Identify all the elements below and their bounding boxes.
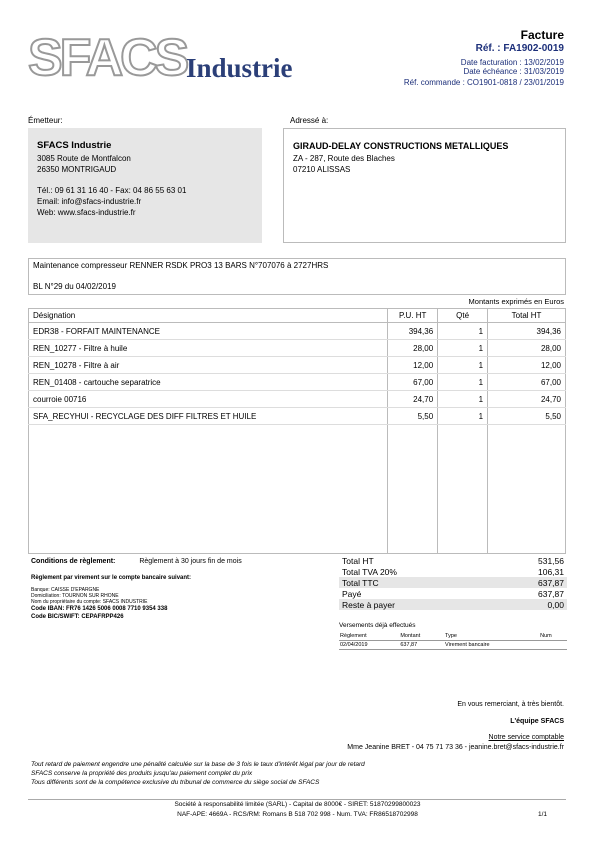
items-table: [28, 308, 566, 554]
row-total: 5,50: [488, 408, 566, 425]
recipient-name: GIRAUD-DELAY CONSTRUCTIONS METALLIQUES: [293, 141, 509, 151]
row-qty: 1: [438, 374, 488, 391]
col-designation: Désignation: [29, 309, 388, 323]
payment-row: [339, 641, 567, 650]
totals-table: [339, 555, 567, 610]
row-pu: 24,70: [388, 391, 438, 408]
legal-line3: Tous différents sont de la compétence exclusive du tribunal de commerce du siège social de SFACS: [31, 779, 320, 786]
date-fact-label: Date facturation :: [460, 58, 522, 67]
bank-name: Banque: CAISSE D'EPARGNE: [31, 587, 100, 593]
table-row: [29, 391, 566, 408]
recipient-box: [283, 128, 566, 243]
invoice-date: [461, 58, 564, 67]
bank-domiciliation: Domiciliation: TOURNON SUR RHONE: [31, 593, 119, 599]
row-pu: 394,36: [388, 323, 438, 340]
total-row: [339, 555, 567, 566]
emitter-phone: Tél.: 09 61 31 16 40 - Fax: 04 86 55 63 01: [37, 186, 187, 195]
row-designation: courroie 00716: [29, 391, 388, 408]
payments-col: Type: [444, 632, 539, 641]
signature-team: L'équipe SFACS: [510, 718, 564, 725]
row-total: 24,70: [488, 391, 566, 408]
col-qty: Qté: [438, 309, 488, 323]
company-logo: [28, 30, 318, 90]
page-number: 1/1: [537, 811, 547, 818]
row-total: 28,00: [488, 340, 566, 357]
row-designation: EDR38 - FORFAIT MAINTENANCE: [29, 323, 388, 340]
recipient-address2: 07210 ALISSAS: [293, 165, 351, 174]
table-row: [29, 340, 566, 357]
row-qty: 1: [438, 357, 488, 374]
due-date: [463, 67, 564, 76]
row-total: 394,36: [488, 323, 566, 340]
date-ech-label: Date échéance :: [463, 67, 522, 76]
table-filler-row: [29, 425, 566, 554]
payment-cell: 02/04/2019: [339, 641, 399, 650]
emitter-address2: 26350 MONTRIGAUD: [37, 165, 117, 174]
ref-cmd-value: CO1901-0818 / 23/01/2019: [467, 78, 564, 87]
subject-line2: BL N°29 du 04/02/2019: [33, 282, 116, 291]
total-row: [339, 566, 567, 577]
total-row: [339, 577, 567, 588]
invoice-reference: [476, 43, 564, 54]
total-value: 0,00: [489, 599, 567, 610]
subject-line1: Maintenance compresseur RENNER RSDK PRO3 13 BARS N°707076 à 2727HRS: [33, 261, 329, 270]
iban: Code IBAN: FR76 1426 5006 0008 7710 9354 338: [31, 606, 168, 612]
row-pu: 67,00: [388, 374, 438, 391]
bic: Code BIC/SWIFT: CEPAFRPP426: [31, 614, 124, 620]
row-pu: 5,50: [388, 408, 438, 425]
total-value: 637,87: [489, 577, 567, 588]
total-label: Total HT: [342, 555, 374, 566]
subject-box: [28, 258, 566, 295]
table-row: [29, 374, 566, 391]
legal-notice: [31, 760, 365, 787]
total-row: [339, 588, 567, 599]
payment-cell: [539, 641, 567, 650]
row-qty: 1: [438, 391, 488, 408]
ref-cmd-label: Réf. commande :: [403, 78, 465, 87]
transfer-title: Règlement par virement sur le compte bancaire suivant:: [31, 575, 192, 581]
row-qty: 1: [438, 408, 488, 425]
table-row: [29, 408, 566, 425]
table-row: [29, 357, 566, 374]
document-title: Facture: [520, 28, 564, 42]
logo-brand: SFACS: [28, 29, 187, 87]
emitter-box: [28, 128, 262, 243]
row-pu: 12,00: [388, 357, 438, 374]
legal-line1: Tout retard de paiement engendre une pénalité calculée sur la base de 3 fois le taux d'intérêt légal par jour de retard: [31, 761, 365, 768]
row-qty: 1: [438, 323, 488, 340]
payments-col: Règlement: [339, 632, 399, 641]
emitter-name: SFACS Industrie: [37, 140, 112, 151]
signature-service: Notre service comptable: [488, 734, 564, 741]
footer-line1: Société à responsabilité limitée (SARL) - Capital de 8000€ - SIRET: 51870299800023: [174, 801, 421, 808]
payment-cell: 637,87: [399, 641, 444, 650]
payments-made-title: Versements déjà effectués: [339, 622, 416, 629]
items-header-row: [29, 309, 566, 323]
ref-label: Réf. :: [475, 43, 501, 54]
row-designation: REN_01408 - cartouche separatrice: [29, 374, 388, 391]
payment-section: [31, 558, 242, 621]
conditions-label: Conditions de règlement:: [31, 558, 116, 565]
ref-value: FA1902-0019: [503, 43, 564, 54]
emitter-web: Web: www.sfacs-industrie.fr: [37, 208, 136, 217]
emitter-address1: 3085 Route de Montfalcon: [37, 154, 131, 163]
row-designation: REN_10278 - Filtre à air: [29, 357, 388, 374]
table-row: [29, 323, 566, 340]
payments-col: Num: [539, 632, 567, 641]
total-value: 531,56: [538, 555, 564, 566]
col-total: Total HT: [488, 309, 566, 323]
date-ech-value: 31/03/2019: [523, 67, 564, 76]
recipient-address1: ZA - 287, Route des Blaches: [293, 154, 395, 163]
row-qty: 1: [438, 340, 488, 357]
total-label: Total TVA 20%: [342, 566, 397, 577]
date-fact-value: 13/02/2019: [523, 58, 564, 67]
payments-header-row: [339, 632, 567, 641]
signature-greeting: En vous remerciant, à très bientôt.: [457, 701, 564, 708]
col-pu: P.U. HT: [388, 309, 438, 323]
logo-suffix: Industrie: [186, 53, 293, 83]
conditions-value: Règlement à 30 jours fin de mois: [139, 558, 242, 565]
row-designation: REN_10277 - Filtre à huile: [29, 340, 388, 357]
row-total: 67,00: [488, 374, 566, 391]
currency-note: Montants exprimés en Euros: [468, 297, 564, 306]
row-pu: 28,00: [388, 340, 438, 357]
footer-divider: [28, 799, 566, 800]
payments-col: Montant: [399, 632, 444, 641]
emitter-label: Émetteur:: [28, 116, 63, 125]
total-label: Payé: [342, 588, 362, 599]
footer-line2: NAF-APE: 4669A - RCS/RM: Romans B 518 702 998 - Num. TVA: FR86518702998: [177, 811, 418, 818]
payments-made: [339, 622, 567, 650]
total-value: 637,87: [538, 588, 564, 599]
row-designation: SFA_RECYHUI - RECYCLAGE DES DIFF FILTRES ET HUILE: [29, 408, 388, 425]
legal-line2: SFACS conserve la propriété des produits jusqu'au paiement complet du prix: [31, 770, 253, 777]
total-value: 106,31: [538, 566, 564, 577]
total-label: Total TTC: [339, 577, 489, 588]
emitter-email: Email: info@sfacs-industrie.fr: [37, 197, 142, 206]
signature-contact: Mme Jeanine BRET - 04 75 71 73 36 - jeanine.bret@sfacs-industrie.fr: [347, 744, 564, 751]
account-owner: Nom du propriétaire du compte: SFACS INDUSTRIE: [31, 599, 148, 605]
order-reference: [404, 78, 564, 87]
total-label: Reste à payer: [339, 599, 489, 610]
total-row: [339, 599, 567, 610]
payment-cell: Virement bancaire: [444, 641, 539, 650]
row-total: 12,00: [488, 357, 566, 374]
recipient-label: Adressé à:: [290, 116, 329, 125]
